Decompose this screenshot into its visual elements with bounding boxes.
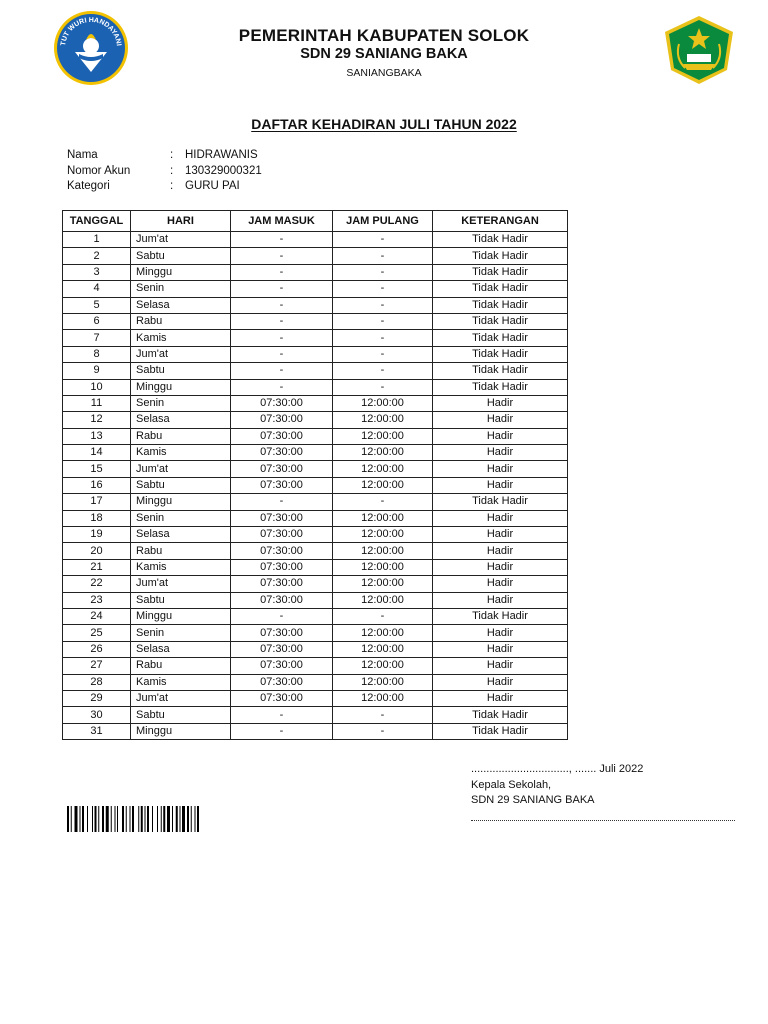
cell-remarks: Tidak Hadir [433, 313, 568, 329]
cell-time-out: 12:00:00 [333, 445, 433, 461]
cell-time-out: 12:00:00 [333, 625, 433, 641]
cell-date: 28 [63, 674, 131, 690]
cell-remarks: Hadir [433, 658, 568, 674]
cell-time-in: 07:30:00 [231, 658, 333, 674]
cell-date: 1 [63, 232, 131, 248]
cell-date: 18 [63, 510, 131, 526]
col-header-remarks: KETERANGAN [433, 211, 568, 232]
cell-remarks: Hadir [433, 592, 568, 608]
cell-time-in: - [231, 232, 333, 248]
cell-day: Minggu [131, 723, 231, 739]
attendance-table [62, 210, 568, 740]
cell-time-out: - [333, 494, 433, 510]
cell-time-out: 12:00:00 [333, 510, 433, 526]
cell-time-out: 12:00:00 [333, 527, 433, 543]
cell-time-in: 07:30:00 [231, 559, 333, 575]
cell-remarks: Hadir [433, 412, 568, 428]
cell-remarks: Tidak Hadir [433, 379, 568, 395]
cell-time-in: - [231, 608, 333, 624]
cell-date: 9 [63, 363, 131, 379]
table-row [63, 510, 568, 526]
table-row [63, 363, 568, 379]
government-title: PEMERINTAH KABUPATEN SOLOK [238, 26, 530, 45]
table-row [63, 297, 568, 313]
cell-remarks: Hadir [433, 641, 568, 657]
cell-remarks: Tidak Hadir [433, 297, 568, 313]
cell-time-in: 07:30:00 [231, 543, 333, 559]
cell-remarks: Hadir [433, 445, 568, 461]
cell-day: Selasa [131, 297, 231, 313]
cell-day: Jum'at [131, 461, 231, 477]
cell-day: Sabtu [131, 477, 231, 493]
cell-date: 24 [63, 608, 131, 624]
info-row-name [67, 149, 262, 165]
cell-remarks: Hadir [433, 527, 568, 543]
cell-day: Rabu [131, 543, 231, 559]
cell-time-in: - [231, 494, 333, 510]
cell-day: Jum'at [131, 576, 231, 592]
cell-date: 26 [63, 641, 131, 657]
cell-date: 23 [63, 592, 131, 608]
table-row [63, 625, 568, 641]
signature-block [471, 762, 643, 809]
cell-day: Selasa [131, 641, 231, 657]
cell-day: Rabu [131, 313, 231, 329]
table-row [63, 461, 568, 477]
cell-remarks: Tidak Hadir [433, 707, 568, 723]
cell-time-out: - [333, 281, 433, 297]
cell-day: Sabtu [131, 248, 231, 264]
signature-date-line: ................................, ....... Juli 2022 [471, 763, 644, 775]
cell-time-in: - [231, 723, 333, 739]
cell-time-in: - [231, 248, 333, 264]
table-row [63, 690, 568, 706]
school-name: SDN 29 SANIANG BAKA [300, 46, 468, 62]
table-row [63, 576, 568, 592]
cell-date: 25 [63, 625, 131, 641]
cell-remarks: Tidak Hadir [433, 330, 568, 346]
table-row [63, 494, 568, 510]
info-value: 130329000321 [185, 164, 262, 177]
cell-day: Sabtu [131, 592, 231, 608]
cell-date: 2 [63, 248, 131, 264]
info-colon: : [170, 164, 174, 177]
table-row [63, 313, 568, 329]
table-row [63, 264, 568, 280]
cell-day: Sabtu [131, 363, 231, 379]
cell-time-out: - [333, 723, 433, 739]
logo-arc-text: TUT WURI HANDAYANI [60, 16, 122, 47]
cell-remarks: Hadir [433, 543, 568, 559]
table-body [63, 232, 568, 740]
cell-time-out: - [333, 608, 433, 624]
cell-time-in: 07:30:00 [231, 641, 333, 657]
cell-date: 15 [63, 461, 131, 477]
cell-remarks: Hadir [433, 625, 568, 641]
school-location: SANIANGBAKA [346, 67, 422, 79]
cell-day: Minggu [131, 494, 231, 510]
cell-time-in: 07:30:00 [231, 576, 333, 592]
cell-day: Jum'at [131, 232, 231, 248]
info-label: Nama [67, 149, 98, 161]
cell-time-out: - [333, 363, 433, 379]
table-row [63, 543, 568, 559]
table-row [63, 445, 568, 461]
cell-date: 10 [63, 379, 131, 395]
cell-day: Jum'at [131, 346, 231, 362]
info-row-account [67, 165, 262, 181]
signature-line [471, 820, 735, 821]
cell-remarks: Tidak Hadir [433, 232, 568, 248]
cell-time-out: 12:00:00 [333, 690, 433, 706]
cell-date: 8 [63, 346, 131, 362]
cell-day: Senin [131, 625, 231, 641]
cell-time-in: 07:30:00 [231, 674, 333, 690]
cell-date: 17 [63, 494, 131, 510]
cell-time-in: - [231, 707, 333, 723]
cell-time-out: 12:00:00 [333, 428, 433, 444]
employee-info [67, 149, 262, 196]
info-label: Nomor Akun [67, 164, 131, 177]
cell-time-out: - [333, 313, 433, 329]
cell-day: Senin [131, 281, 231, 297]
cell-time-out: - [333, 264, 433, 280]
cell-time-out: 12:00:00 [333, 658, 433, 674]
cell-day: Selasa [131, 412, 231, 428]
cell-remarks: Tidak Hadir [433, 264, 568, 280]
cell-remarks: Hadir [433, 510, 568, 526]
cell-day: Rabu [131, 428, 231, 444]
cell-time-in: - [231, 313, 333, 329]
cell-day: Kamis [131, 674, 231, 690]
cell-day: Jum'at [131, 690, 231, 706]
cell-day: Minggu [131, 379, 231, 395]
table-row [63, 641, 568, 657]
cell-time-in: - [231, 330, 333, 346]
cell-time-out: 12:00:00 [333, 395, 433, 411]
info-row-category [67, 180, 262, 196]
cell-day: Senin [131, 510, 231, 526]
cell-time-in: 07:30:00 [231, 690, 333, 706]
cell-date: 13 [63, 428, 131, 444]
table-row [63, 477, 568, 493]
cell-remarks: Tidak Hadir [433, 281, 568, 297]
cell-time-out: 12:00:00 [333, 576, 433, 592]
cell-time-out: 12:00:00 [333, 412, 433, 428]
info-colon: : [170, 180, 174, 192]
info-colon: : [170, 149, 174, 161]
cell-time-out: - [333, 346, 433, 362]
table-row [63, 232, 568, 248]
col-header-time-out: JAM PULANG [333, 211, 433, 232]
info-value: GURU PAI [185, 180, 240, 192]
cell-remarks: Tidak Hadir [433, 608, 568, 624]
cell-time-out: 12:00:00 [333, 543, 433, 559]
document-title: DAFTAR KEHADIRAN JULI TAHUN 2022 [251, 116, 517, 132]
cell-day: Kamis [131, 445, 231, 461]
cell-time-out: 12:00:00 [333, 461, 433, 477]
table-row [63, 608, 568, 624]
table-row [63, 559, 568, 575]
table-header-row [63, 211, 568, 232]
table-row [63, 658, 568, 674]
cell-time-out: 12:00:00 [333, 641, 433, 657]
cell-date: 30 [63, 707, 131, 723]
cell-time-out: 12:00:00 [333, 592, 433, 608]
cell-time-in: - [231, 363, 333, 379]
table-row [63, 592, 568, 608]
kementerian-agama-logo [661, 14, 737, 86]
cell-remarks: Tidak Hadir [433, 723, 568, 739]
table-row [63, 707, 568, 723]
cell-time-in: - [231, 281, 333, 297]
table-row [63, 674, 568, 690]
cell-remarks: Hadir [433, 428, 568, 444]
table-row [63, 248, 568, 264]
cell-remarks: Hadir [433, 461, 568, 477]
table-row [63, 412, 568, 428]
cell-remarks: Hadir [433, 477, 568, 493]
table-row [63, 281, 568, 297]
cell-day: Minggu [131, 264, 231, 280]
cell-time-in: 07:30:00 [231, 477, 333, 493]
signature-school: SDN 29 SANIANG BAKA [471, 794, 595, 806]
cell-time-out: - [333, 232, 433, 248]
cell-day: Senin [131, 395, 231, 411]
cell-day: Selasa [131, 527, 231, 543]
cell-date: 16 [63, 477, 131, 493]
cell-remarks: Hadir [433, 395, 568, 411]
cell-time-out: - [333, 297, 433, 313]
table-row [63, 527, 568, 543]
cell-time-out: 12:00:00 [333, 559, 433, 575]
barcode-icon [67, 806, 235, 832]
col-header-time-in: JAM MASUK [231, 211, 333, 232]
cell-time-in: 07:30:00 [231, 428, 333, 444]
cell-remarks: Tidak Hadir [433, 248, 568, 264]
cell-time-in: 07:30:00 [231, 592, 333, 608]
table-row [63, 346, 568, 362]
cell-date: 20 [63, 543, 131, 559]
col-header-day: HARI [131, 211, 231, 232]
cell-remarks: Tidak Hadir [433, 363, 568, 379]
cell-remarks: Hadir [433, 674, 568, 690]
cell-remarks: Tidak Hadir [433, 494, 568, 510]
cell-date: 4 [63, 281, 131, 297]
cell-date: 14 [63, 445, 131, 461]
cell-remarks: Hadir [433, 559, 568, 575]
cell-date: 11 [63, 395, 131, 411]
table-row [63, 395, 568, 411]
col-header-date: TANGGAL [63, 211, 131, 232]
cell-time-in: 07:30:00 [231, 445, 333, 461]
cell-day: Rabu [131, 658, 231, 674]
cell-date: 5 [63, 297, 131, 313]
table-row [63, 379, 568, 395]
cell-date: 12 [63, 412, 131, 428]
cell-date: 31 [63, 723, 131, 739]
cell-time-in: 07:30:00 [231, 395, 333, 411]
cell-date: 29 [63, 690, 131, 706]
table-row [63, 330, 568, 346]
cell-date: 3 [63, 264, 131, 280]
info-label: Kategori [67, 180, 110, 192]
cell-time-in: - [231, 379, 333, 395]
cell-day: Kamis [131, 559, 231, 575]
cell-remarks: Tidak Hadir [433, 346, 568, 362]
cell-remarks: Hadir [433, 576, 568, 592]
info-value: HIDRAWANIS [185, 149, 258, 161]
cell-date: 27 [63, 658, 131, 674]
cell-time-out: - [333, 707, 433, 723]
cell-day: Sabtu [131, 707, 231, 723]
cell-date: 19 [63, 527, 131, 543]
cell-time-in: 07:30:00 [231, 412, 333, 428]
cell-day: Minggu [131, 608, 231, 624]
cell-time-in: - [231, 264, 333, 280]
cell-time-in: 07:30:00 [231, 461, 333, 477]
table-row [63, 428, 568, 444]
cell-time-in: - [231, 297, 333, 313]
cell-time-in: 07:30:00 [231, 625, 333, 641]
tut-wuri-handayani-logo [53, 10, 129, 86]
cell-remarks: Hadir [433, 690, 568, 706]
cell-day: Kamis [131, 330, 231, 346]
cell-time-out: 12:00:00 [333, 477, 433, 493]
signature-role: Kepala Sekolah, [471, 778, 552, 791]
cell-time-out: - [333, 248, 433, 264]
cell-time-in: - [231, 346, 333, 362]
cell-date: 22 [63, 576, 131, 592]
table-row [63, 723, 568, 739]
cell-time-in: 07:30:00 [231, 527, 333, 543]
cell-date: 21 [63, 559, 131, 575]
cell-time-out: - [333, 330, 433, 346]
cell-time-out: - [333, 379, 433, 395]
cell-date: 6 [63, 313, 131, 329]
cell-time-out: 12:00:00 [333, 674, 433, 690]
cell-time-in: 07:30:00 [231, 510, 333, 526]
cell-date: 7 [63, 330, 131, 346]
